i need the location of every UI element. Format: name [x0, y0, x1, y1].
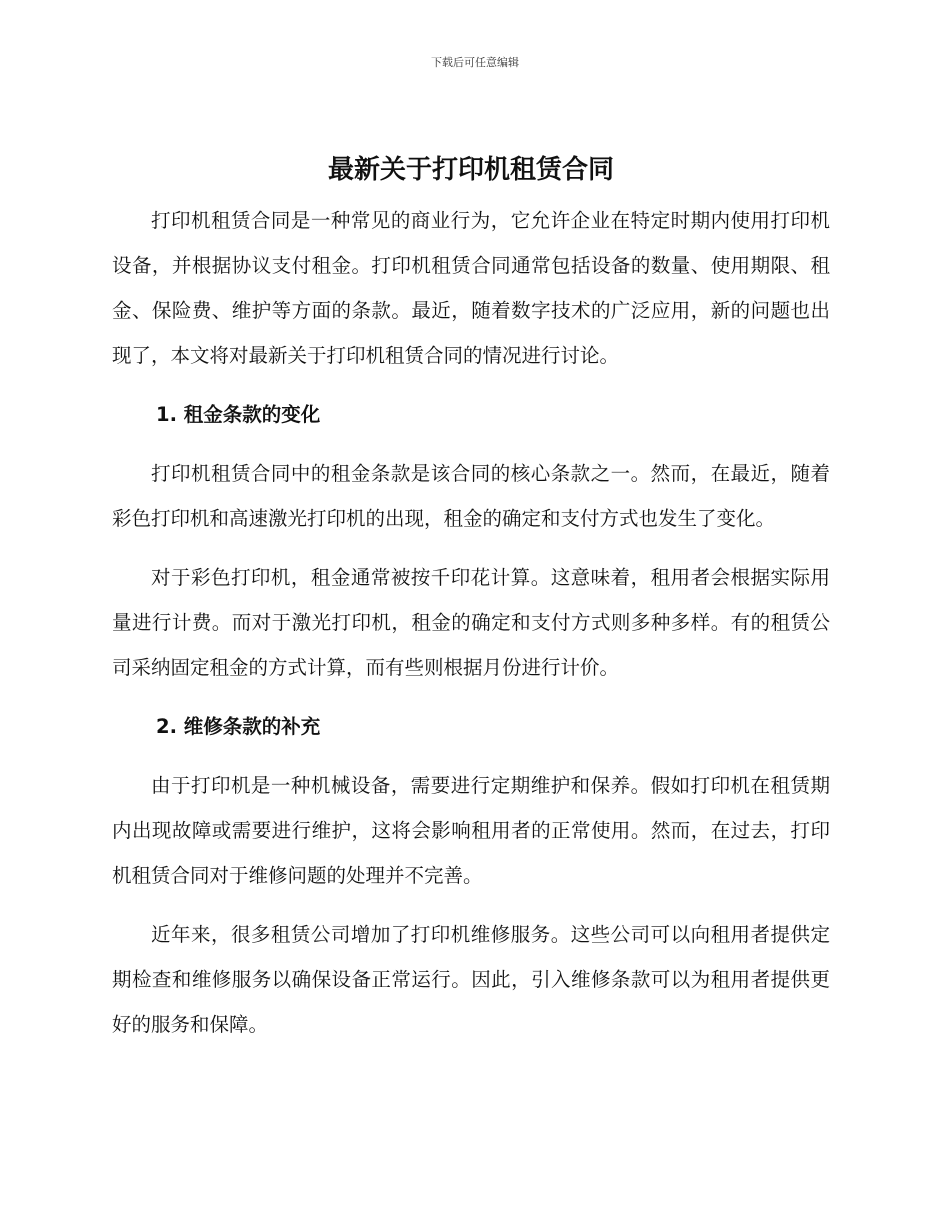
document-body	[112, 150, 830, 1061]
section-heading-rent: 1. 租金条款的变化	[156, 403, 321, 426]
section-paragraph: 打印机租赁合同中的租金条款是该合同的核心条款之一。然而，在最近，随着彩色打印机和高速激光打印机的出现，租金的确定和支付方式也发生了变化。	[112, 462, 830, 530]
intro-paragraph: 打印机租赁合同是一种常见的商业行为，它允许企业在特定时期内使用打印机设备，并根据协议支付租金。打印机租赁合同通常包括设备的数量、使用期限、租金、保险费、维护等方面的条款。最近，随着数字技术的广泛应用，新的问题也出现了，本文将对最新关于打印机租赁合同的情况进行讨论。	[112, 209, 830, 367]
section-paragraph: 由于打印机是一种机械设备，需要进行定期维护和保养。假如打印机在租赁期内出现故障或需要进行维护，这将会影响租用者的正常使用。然而，在过去，打印机租赁合同对于维修问题的处理并不完善。	[112, 774, 830, 887]
document-title: 最新关于打印机租赁合同	[327, 155, 614, 185]
section-paragraph: 近年来，很多租赁公司增加了打印机维修服务。这些公司可以向租用者提供定期检查和维修服务以确保设备正常运行。因此，引入维修条款可以为租用者提供更好的服务和保障。	[112, 923, 830, 1036]
section-paragraph: 对于彩色打印机，租金通常被按千印花计算。这意味着，租用者会根据实际用量进行计费。而对于激光打印机，租金的确定和支付方式则多种多样。有的租赁公司采纳固定租金的方式计算，而有些则根据月份进行计价。	[112, 566, 830, 679]
header-note: 下载后可任意编辑	[431, 56, 519, 69]
section-heading-maintenance: 2. 维修条款的补充	[156, 715, 321, 738]
